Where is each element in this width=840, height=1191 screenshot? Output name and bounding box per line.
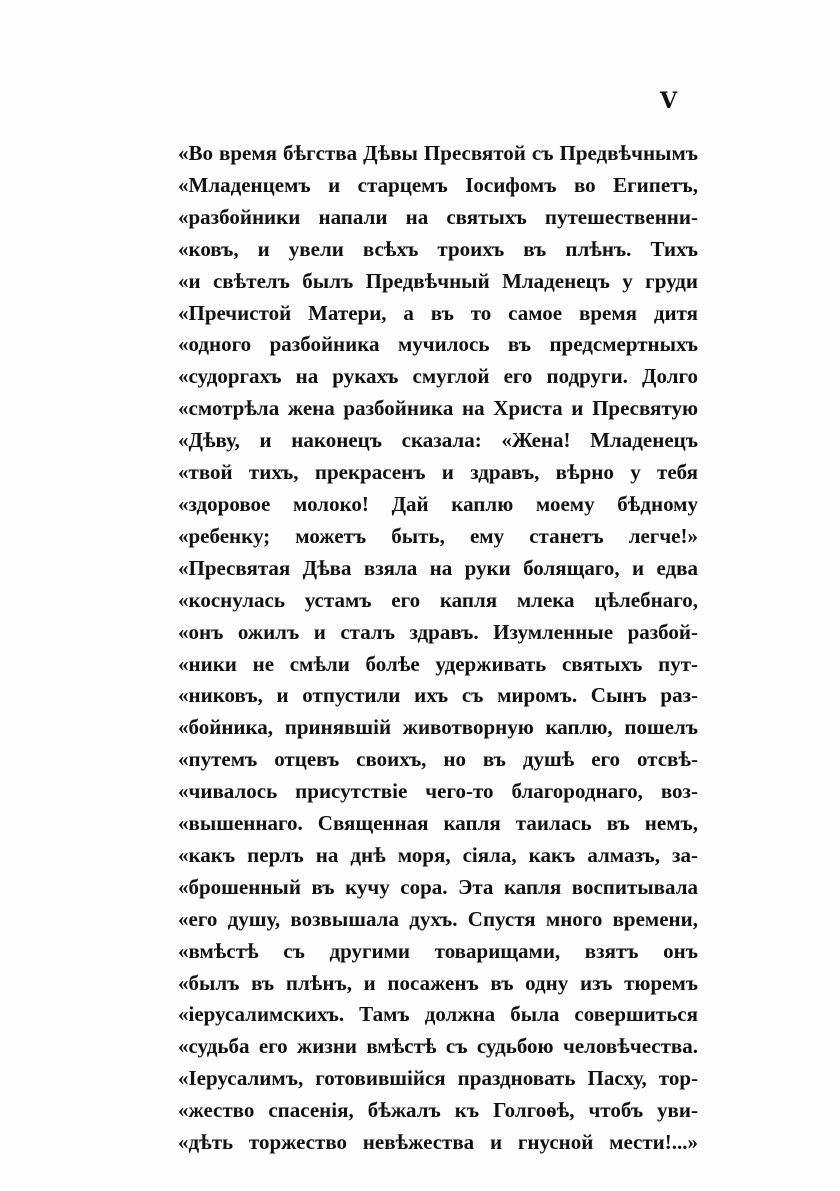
text-line: «никовъ, и отпустили ихъ съ миромъ. Сынъ раз- bbox=[178, 683, 698, 708]
text-line: «онъ ожилъ и сталъ здравъ. Изумленные разбой- bbox=[178, 619, 698, 644]
text-line: «чивалось присутствіе чего-то благороднаго, воз- bbox=[178, 779, 698, 804]
text-line: «вмѣстѣ съ другими товарищами, взятъ онъ bbox=[178, 938, 698, 963]
text-line: «какъ перлъ на днѣ моря, сіяла, какъ алмазъ, за- bbox=[178, 842, 698, 867]
text-line: «Пречистой Матери, а въ то самое время дитя bbox=[178, 300, 698, 325]
page-number: V bbox=[660, 88, 678, 114]
body-text bbox=[178, 138, 698, 1159]
text-line: «путемъ отцевъ своихъ, но въ душѣ его отсвѣ- bbox=[178, 747, 698, 772]
text-line: «вышеннаго. Священная капля таилась въ немъ, bbox=[178, 811, 698, 836]
text-line: «Младенцемъ и старцемъ Іосифомъ во Египетъ, bbox=[178, 172, 698, 197]
text-line: «Дѣву, и наконецъ сказала: «Жена! Младенецъ bbox=[178, 428, 698, 453]
text-line: «іерусалимскихъ. Тамъ должна была совершиться bbox=[178, 1002, 698, 1027]
text-line: «брошенный въ кучу сора. Эта капля воспитывала bbox=[178, 874, 698, 899]
text-line: «Во время бѣгства Дѣвы Пресвятой съ Предвѣчнымъ bbox=[178, 141, 698, 165]
text-line: «жество спасенія, бѣжалъ къ Голгоѳѣ, чтобъ уви- bbox=[178, 1098, 698, 1123]
text-line: «здоровое молоко! Дай каплю моему бѣдному bbox=[178, 491, 698, 516]
text-line: «коснулась устамъ его капля млека цѣлебнаго, bbox=[178, 587, 698, 612]
text-line: «ковъ, и увели всѣхъ троихъ въ плѣнъ. Тихъ bbox=[178, 236, 698, 261]
text-line: «смотрѣла жена разбойника на Христа и Пресвятую bbox=[178, 396, 698, 421]
text-line: «дѣть торжество невѣжества и гнусной мести!...» bbox=[178, 1130, 698, 1155]
text-line: «бойника, принявшій животворную каплю, пошелъ bbox=[178, 715, 698, 740]
text-line: «одного разбойника мучилось въ предсмертныхъ bbox=[178, 332, 698, 357]
text-line: «и свѣтелъ былъ Предвѣчный Младенецъ у груди bbox=[178, 268, 698, 293]
text-line: «судоргахъ на рукахъ смуглой его подруги. Долго bbox=[178, 364, 698, 389]
text-line: «его душу, возвышала духъ. Спустя много времени, bbox=[178, 906, 698, 931]
text-line: «судьба его жизни вмѣстѣ съ судьбою человѣчества. bbox=[178, 1034, 698, 1059]
text-line: «Пресвятая Дѣва взяла на руки болящаго, и едва bbox=[178, 555, 698, 580]
text-line: «твой тихъ, прекрасенъ и здравъ, вѣрно у тебя bbox=[178, 460, 698, 485]
text-line: «ребенку; можетъ быть, ему станетъ легче!» bbox=[178, 523, 698, 548]
text-line: «былъ въ плѣнъ, и посаженъ въ одну изъ тюремъ bbox=[178, 970, 698, 995]
text-line: «разбойники напали на святыхъ путешественни- bbox=[178, 204, 698, 229]
text-line: «ники не смѣли болѣе удерживать святыхъ пут- bbox=[178, 651, 698, 676]
text-line: «Іерусалимъ, готовившійся праздновать Пасху, тор- bbox=[178, 1066, 698, 1091]
